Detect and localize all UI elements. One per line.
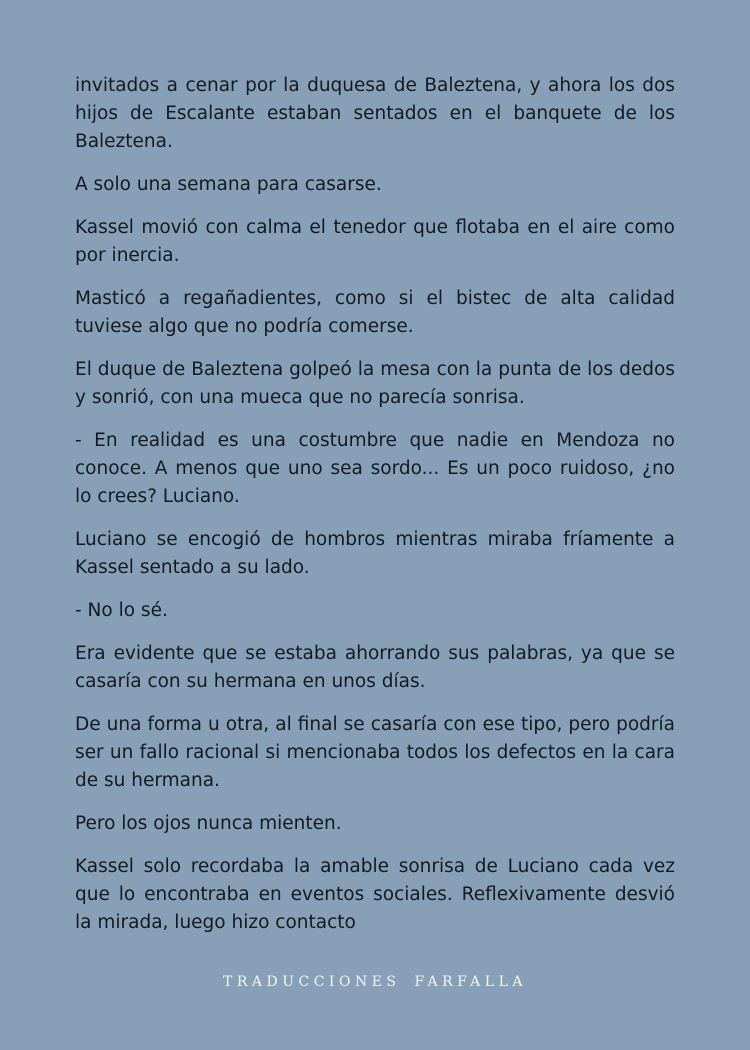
paragraph: Pero los ojos nunca mienten. <box>75 813 342 834</box>
paragraph: invitados a cenar por la duquesa de Baleztena, y ahora los dos hijos de Escalante estaban sentados en el banquete de los Baleztena. <box>75 75 675 152</box>
paragraph: Kassel solo recordaba la amable sonrisa de Luciano cada vez que lo encontraba en eventos sociales. Reflexivamente desvió la mirada, luego hizo contacto <box>75 856 675 933</box>
paragraph: A solo una semana para casarse. <box>75 174 382 195</box>
paragraph: Masticó a regañadientes, como si el bistec de alta calidad tuviese algo que no podría comerse. <box>75 288 675 337</box>
paragraph: Kassel movió con calma el tenedor que flotaba en el aire como por inercia. <box>75 217 675 266</box>
paragraph: Era evidente que se estaba ahorrando sus palabras, ya que se casaría con su hermana en unos días. <box>75 643 675 692</box>
page-footer <box>0 974 750 990</box>
paragraph: - No lo sé. <box>75 600 168 621</box>
body-text <box>75 72 675 952</box>
footer-word-2: FARFALLA <box>414 974 527 990</box>
paragraph: El duque de Baleztena golpeó la mesa con la punta de los dedos y sonrió, con una mueca que no parecía sonrisa. <box>75 359 675 408</box>
paragraph: De una forma u otra, al final se casaría con ese tipo, pero podría ser un fallo racional si mencionaba todos los defectos en la cara de su hermana. <box>75 714 675 791</box>
paragraph: - En realidad es una costumbre que nadie en Mendoza no conoce. A menos que uno sea sordo... Es un poco ruidoso, ¿no lo crees? Luciano. <box>75 430 675 507</box>
paragraph: Luciano se encogió de hombros mientras miraba fríamente a Kassel sentado a su lado. <box>75 529 675 578</box>
footer-word-1: TRADUCCIONES <box>223 974 401 990</box>
